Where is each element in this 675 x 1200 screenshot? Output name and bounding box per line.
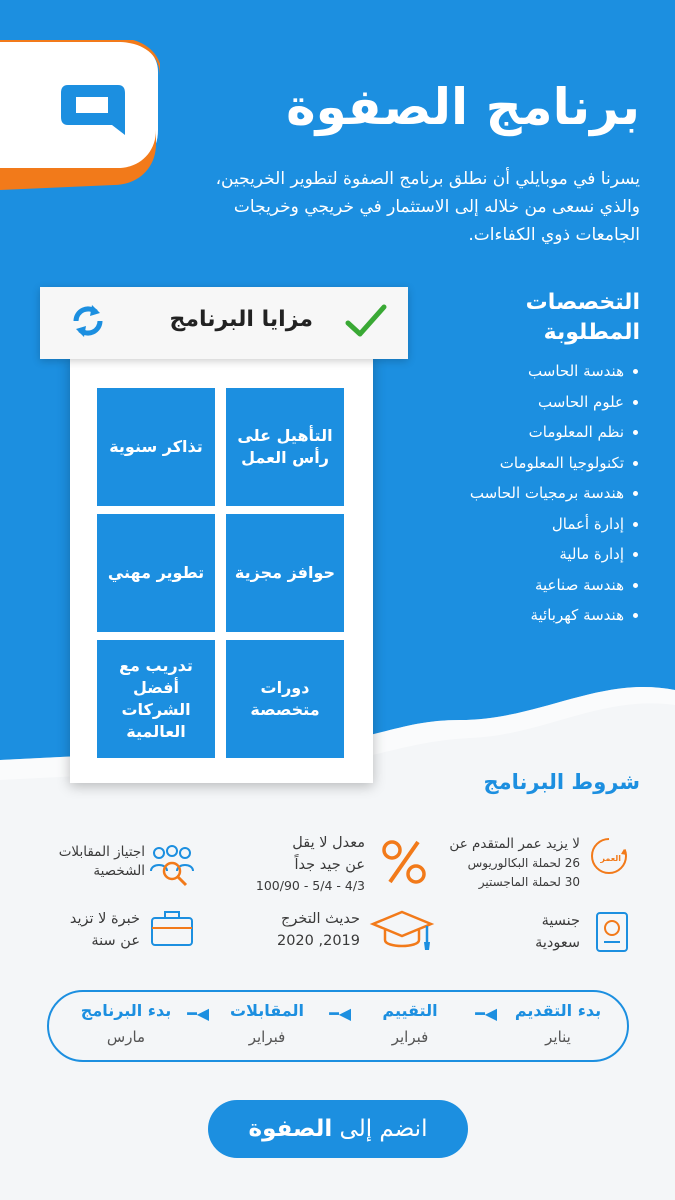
gpa-line1: معدل لا يقل xyxy=(292,835,365,851)
arrow-left-icon: ◀━ xyxy=(475,1004,497,1023)
age-line3: 30 لحملة الماجستير xyxy=(478,875,580,889)
timeline-step-month: فبراير xyxy=(391,1028,429,1046)
gpa-line3: 100/90 - 5/4 - 4/3 xyxy=(255,878,365,893)
list-item: علوم الحاسب xyxy=(390,387,624,418)
join-button-brand: الصفوة xyxy=(248,1116,333,1142)
timeline-step-application xyxy=(503,998,613,1050)
conditions-title: شروط البرنامج xyxy=(483,770,640,794)
sync-icon xyxy=(68,301,108,341)
timeline-step-interviews xyxy=(212,998,322,1050)
timeline-step-label: بدء التقديم xyxy=(514,1001,602,1020)
gpa-line2: عن جيد جداً xyxy=(294,857,365,873)
benefit-tile: التأهيل على رأس العمل xyxy=(226,388,344,506)
graduation-line2: 2019, 2020 xyxy=(276,933,360,949)
timeline-step-label: التقييم xyxy=(382,1001,438,1020)
condition-graduation xyxy=(250,908,435,952)
timeline-step-program-start xyxy=(71,998,181,1050)
age-icon-text: العمر xyxy=(600,854,621,863)
specializations-title xyxy=(390,288,640,348)
join-button[interactable] xyxy=(208,1100,468,1158)
condition-gpa xyxy=(215,832,435,895)
benefits-grid xyxy=(97,388,344,758)
nationality-line2: سعودية xyxy=(535,935,580,951)
list-item: هندسة صناعية xyxy=(390,570,624,601)
timeline-step-evaluation xyxy=(355,998,465,1050)
benefit-tile: تذاكر سنوية xyxy=(97,388,215,506)
arrow-left-icon: ◀━ xyxy=(329,1004,351,1023)
list-item: إدارة مالية xyxy=(390,539,624,570)
benefits-card xyxy=(70,355,373,783)
arrow-left-icon: ◀━ xyxy=(187,1004,209,1023)
experience-line2: عن سنة xyxy=(91,933,140,949)
passport-icon xyxy=(594,910,630,954)
people-search-icon xyxy=(149,843,195,889)
list-item: نظم المعلومات xyxy=(390,417,624,448)
interview-line2: الشخصية xyxy=(93,863,145,879)
briefcase-icon xyxy=(149,908,195,948)
graduation-line1: حديث التخرج xyxy=(281,911,360,927)
benefit-tile: تطوير مهني xyxy=(97,514,215,632)
list-item: هندسة كهربائية xyxy=(390,600,624,631)
timeline-step-label: بدء البرنامج xyxy=(80,1001,172,1020)
experience-line1: خبرة لا تزيد xyxy=(69,911,140,927)
list-item: هندسة برمجيات الحاسب xyxy=(390,478,624,509)
specializations-title-line1: التخصصات xyxy=(525,290,640,315)
benefits-header xyxy=(40,287,408,359)
condition-interview xyxy=(30,843,195,881)
benefit-tile: تدريب مع أفضل الشركات العالمية xyxy=(97,640,215,758)
age-line2: 26 لحملة البكالوريوس xyxy=(467,856,580,870)
specializations-list xyxy=(390,356,640,631)
list-item: تكنولوجيا المعلومات xyxy=(390,448,624,479)
list-item: هندسة الحاسب xyxy=(390,356,624,387)
specializations-title-line2: المطلوبة xyxy=(543,320,640,345)
benefits-title: مزايا البرنامج xyxy=(169,307,313,332)
join-button-prefix: انضم إلى xyxy=(339,1116,428,1142)
benefit-tile: دورات متخصصة xyxy=(226,640,344,758)
interview-line1: اجتياز المقابلات xyxy=(58,844,145,860)
mobily-logo xyxy=(0,40,160,190)
program-title: برنامج الصفوة xyxy=(286,78,640,136)
age-line1: لا يزيد عمر المتقدم عن xyxy=(449,836,580,852)
program-timeline xyxy=(47,990,629,1062)
graduation-cap-icon xyxy=(369,908,435,954)
condition-experience xyxy=(40,908,195,952)
nationality-line1: جنسية xyxy=(541,913,580,929)
percent-icon xyxy=(378,836,430,888)
timeline-step-month: يناير xyxy=(545,1028,571,1046)
timeline-step-label: المقابلات xyxy=(230,1001,304,1020)
list-item: إدارة أعمال xyxy=(390,509,624,540)
intro-text: يسرنا في موبايلي أن نطلق برنامج الصفوة لتطوير الخريجين، والذي نسعى من خلاله إلى الاستثمار في خريجي وخريجات الجامعات ذوي الكفاءات. xyxy=(215,169,640,245)
condition-nationality xyxy=(500,910,630,954)
benefit-tile: حوافز مجزية xyxy=(226,514,344,632)
checkmark-icon xyxy=(344,301,388,341)
timeline-step-month: مارس xyxy=(106,1028,146,1046)
specializations-section xyxy=(390,288,640,631)
timeline-step-month: فبراير xyxy=(248,1028,286,1046)
